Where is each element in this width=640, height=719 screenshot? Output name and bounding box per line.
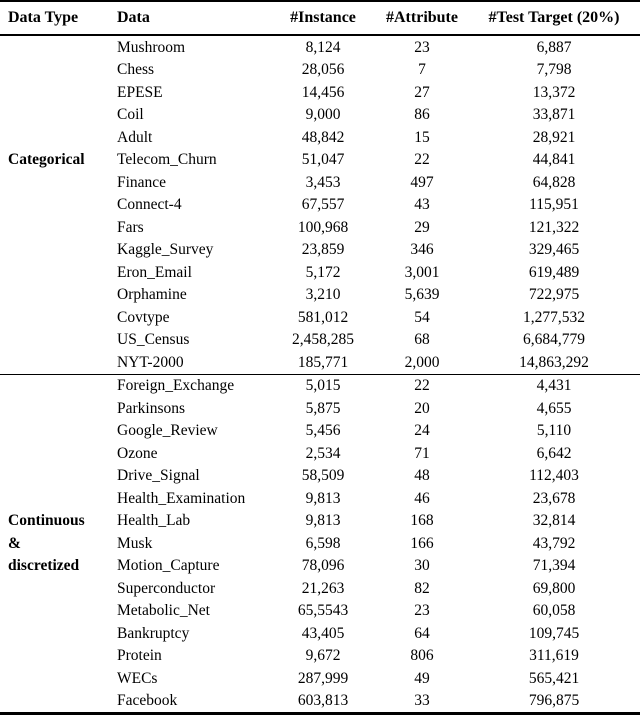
test-target-count-cell: 311,619 [529,647,579,664]
attribute-count-cell: 346 [410,241,434,258]
table-row [0,532,640,555]
attribute-count-cell: 24 [414,422,430,439]
column-header-test-target: #Test Target (20%) [468,1,640,35]
data-type-label-cell [0,374,110,397]
attribute-count-cell: 27 [414,83,430,101]
column-header-data-type: Data Type [0,1,110,35]
dataset-name-cell: Bankruptcy [117,624,190,642]
dataset-name-cell: Connect-4 [117,196,182,213]
data-type-label-cell [0,35,110,59]
test-target-count-cell: 13,372 [532,83,576,101]
attribute-count-cell: 49 [414,669,430,687]
test-target-count-cell: 71,394 [532,557,576,574]
instance-count-cell: 9,813 [305,512,341,529]
instance-count-cell: 3,210 [305,286,341,303]
attribute-count-cell: 22 [414,151,430,168]
data-type-label-cell [0,577,110,600]
data-type-label-cell [0,329,110,352]
instance-count-cell: 51,047 [301,151,345,168]
instance-count-cell: 8,124 [305,38,341,56]
table-row [0,577,640,600]
test-target-count-cell: 14,863,292 [519,353,589,371]
test-target-count-cell: 6,887 [536,38,572,56]
data-type-label-cell: & [8,534,21,552]
data-type-label-cell [0,465,110,488]
table-row [0,645,640,668]
instance-count-cell: 287,999 [297,669,349,687]
table-row [0,487,640,510]
table-row [0,35,640,59]
attribute-count-cell: 29 [414,218,430,236]
instance-count-cell: 67,557 [301,196,345,213]
dataset-name-cell: Drive_Signal [117,467,200,484]
test-target-count-cell: 23,678 [532,489,576,507]
instance-count-cell: 5,172 [305,263,341,281]
test-target-count-cell: 722,975 [528,286,580,303]
dataset-name-cell: Adult [117,128,153,146]
data-type-label-cell [0,397,110,420]
dataset-name-cell: Mushroom [117,38,186,56]
table-row [0,59,640,82]
table-row [0,149,640,172]
dataset-name-cell: Coil [117,106,144,123]
test-target-count-cell: 1,277,532 [523,308,585,326]
dataset-name-cell: Finance [117,173,167,191]
data-type-label-cell [0,261,110,284]
data-type-label-cell [0,171,110,194]
dataset-name-cell: Foreign_Exchange [110,374,270,397]
data-type-label-cell [0,239,110,262]
data-type-label-cell [0,645,110,668]
dataset-name-cell: Protein [117,647,162,664]
test-target-count-cell: 32,814 [532,512,576,529]
table-row [0,171,640,194]
test-target-count-cell: 28,921 [532,128,576,146]
test-target-count-cell: 112,403 [529,467,579,484]
attribute-count-cell: 23 [414,602,430,619]
attribute-count-cell: 3,001 [404,263,440,281]
test-target-count-cell: 121,322 [528,218,580,236]
attribute-count-cell: 64 [414,624,430,642]
data-type-label-cell [0,104,110,127]
data-type-label-cell [0,126,110,149]
test-target-count-cell: 7,798 [536,61,572,78]
instance-count-cell: 9,000 [305,106,341,123]
data-type-label-cell [0,420,110,443]
test-target-count-cell: 565,421 [528,669,580,687]
data-type-label-cell [0,194,110,217]
data-type-label-cell [0,59,110,82]
test-target-count-cell: 115,951 [529,196,579,213]
test-target-count-cell: 5,110 [536,422,572,439]
dataset-name-cell: WECs [117,669,158,687]
data-type-label-cell [0,81,110,104]
test-target-count-cell: 109,745 [528,624,580,642]
table-row [0,104,640,127]
table-row [0,555,640,578]
instance-count-cell: 603,813 [297,692,349,709]
test-target-count-cell: 64,828 [532,173,576,191]
test-target-count-cell: 6,642 [536,444,572,462]
attribute-count-cell: 82 [414,579,430,597]
dataset-name-cell: Musk [117,534,153,552]
instance-count-cell: 581,012 [297,308,349,326]
attribute-count-cell: 20 [414,399,430,417]
instance-count-cell: 65,5543 [297,602,349,619]
instance-count-cell: 185,771 [297,353,349,371]
instance-count-cell: 6,598 [305,534,341,552]
dataset-name-cell: Health_Lab [117,512,191,529]
attribute-count-cell: 22 [376,374,468,397]
test-target-count-cell: 44,841 [532,151,576,168]
data-type-label-cell [0,487,110,510]
instance-count-cell: 5,456 [305,422,341,439]
table-row [0,239,640,262]
dataset-name-cell: Ozone [117,444,158,462]
table-row [0,622,640,645]
data-type-label-cell [0,442,110,465]
test-target-count-cell: 4,655 [536,399,572,417]
instance-count-cell: 78,096 [301,557,345,574]
table-row [0,351,640,374]
attribute-count-cell: 23 [414,38,430,56]
dataset-name-cell: Orphamine [117,286,187,303]
test-target-count-cell: 619,489 [528,263,580,281]
data-type-label-cell: discretized [8,557,80,574]
table-row [0,442,640,465]
instance-count-cell: 43,405 [301,624,345,642]
dataset-name-cell: EPESE [117,83,163,101]
instance-count-cell: 100,968 [297,218,349,236]
instance-count-cell: 21,263 [301,579,345,597]
table-row [0,284,640,307]
table-row [0,194,640,217]
attribute-count-cell: 33 [414,692,430,709]
table-row [0,306,640,329]
table-row [0,261,640,284]
table-row [0,600,640,623]
table-row [0,510,640,533]
table-row [0,465,640,488]
dataset-name-cell: Covtype [117,308,170,326]
dataset-name-cell: Eron_Email [117,263,192,281]
data-type-label-cell [0,622,110,645]
test-target-count-cell: 69,800 [532,579,576,597]
data-type-label-cell [0,284,110,307]
attribute-count-cell: 71 [414,444,430,462]
dataset-name-cell: US_Census [117,331,190,348]
dataset-name-cell: Chess [117,61,155,78]
data-type-label-cell [0,306,110,329]
instance-count-cell: 2,458,285 [292,331,354,348]
attribute-count-cell: 7 [418,61,426,78]
attribute-count-cell: 5,639 [404,286,440,303]
dataset-name-cell: Facebook [117,692,178,709]
attribute-count-cell: 168 [410,512,434,529]
attribute-count-cell: 43 [414,196,430,213]
dataset-name-cell: NYT-2000 [117,353,184,371]
table-row [0,397,640,420]
test-target-count-cell: 796,875 [528,692,580,709]
column-header-data: Data [110,1,270,35]
dataset-name-cell: Fars [117,218,144,236]
instance-count-cell: 23,859 [301,241,345,258]
data-type-label-cell: Categorical [8,151,85,168]
instance-count-cell: 58,509 [301,467,345,484]
header-row [0,1,640,35]
dataset-name-cell: Health_Examination [117,489,246,507]
instance-count-cell: 48,842 [301,128,345,146]
table-row [0,374,640,397]
attribute-count-cell: 68 [414,331,430,348]
attribute-count-cell: 806 [410,647,434,664]
table-row [0,126,640,149]
dataset-name-cell: Parkinsons [117,399,186,417]
dataset-name-cell: Metabolic_Net [117,602,210,619]
data-type-label-cell [0,216,110,239]
instance-count-cell: 5,875 [305,399,341,417]
dataset-name-cell: Motion_Capture [117,557,220,574]
instance-count-cell: 28,056 [301,61,345,78]
attribute-count-cell: 166 [410,534,434,552]
test-target-count-cell: 4,431 [468,374,640,397]
test-target-count-cell: 33,871 [532,106,576,123]
data-type-label-cell: Continuous [8,512,85,529]
table-row [0,420,640,443]
attribute-count-cell: 15 [414,128,430,146]
test-target-count-cell: 329,465 [528,241,580,258]
data-type-label-cell [0,600,110,623]
attribute-count-cell: 48 [414,467,430,484]
instance-count-cell: 2,534 [305,444,341,462]
dataset-name-cell: Telecom_Churn [117,151,217,168]
attribute-count-cell: 2,000 [404,353,440,371]
data-type-label-cell [0,667,110,690]
column-header-attribute: #Attribute [376,1,468,35]
dataset-name-cell: Kaggle_Survey [117,241,214,258]
attribute-count-cell: 46 [414,489,430,507]
dataset-name-cell: Google_Review [117,422,218,439]
instance-count-cell: 3,453 [305,173,341,191]
attribute-count-cell: 54 [414,308,430,326]
instance-count-cell: 9,672 [305,647,341,664]
dataset-name-cell: Superconductor [117,579,216,597]
data-type-label-cell [0,690,110,714]
attribute-count-cell: 86 [414,106,430,123]
attribute-count-cell: 30 [414,557,430,574]
instance-count-cell: 9,813 [305,489,341,507]
test-target-count-cell: 43,792 [532,534,576,552]
table-row [0,216,640,239]
table-row [0,690,640,714]
test-target-count-cell: 6,684,779 [523,331,585,348]
instance-count-cell: 14,456 [301,83,345,101]
test-target-count-cell: 60,058 [532,602,576,619]
column-header-instance: #Instance [270,1,376,35]
table-row [0,81,640,104]
instance-count-cell: 5,015 [270,374,376,397]
attribute-count-cell: 497 [410,173,434,191]
data-type-label-cell [0,351,110,374]
table-row [0,667,640,690]
table-row [0,329,640,352]
